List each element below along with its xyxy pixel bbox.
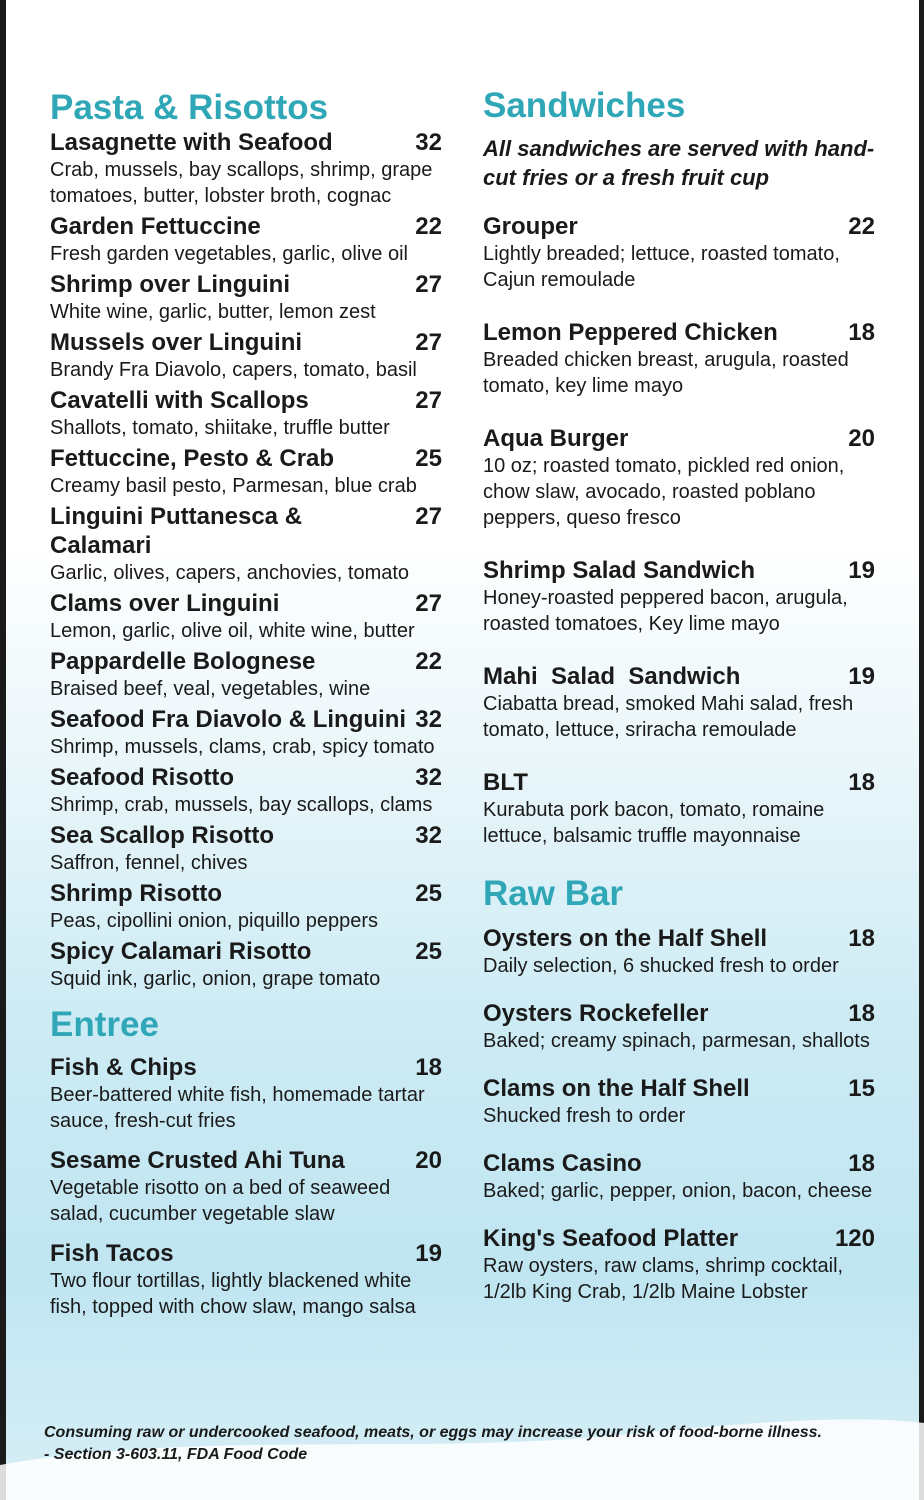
item-price: 19 [415, 1240, 442, 1267]
item-name: Mussels over Linguini [50, 329, 303, 356]
item-description: Ciabatta bread, smoked Mahi salad, fresh tomato, lettuce, sriracha remoulade [483, 693, 854, 741]
menu-item [50, 763, 442, 818]
menu-item [50, 1146, 442, 1227]
disclaimer-line: Consuming raw or undercooked seafood, meats, or eggs may increase your risk of food-borne illness. [44, 1424, 822, 1441]
item-name: Clams Casino [483, 1150, 642, 1177]
item-description: Saffron, fennel, chives [50, 852, 248, 874]
raw-bar-list [483, 924, 875, 1305]
item-name: Aqua Burger [483, 425, 629, 452]
item-name: Cavatelli with Scallops [50, 387, 309, 414]
item-name: Shrimp over Linguini [50, 271, 291, 298]
item-description: Peas, cipollini onion, piquillo peppers [50, 910, 378, 932]
menu-item [483, 424, 875, 531]
menu-item [483, 1149, 875, 1204]
left-border [0, 0, 6, 1500]
item-description: Creamy basil pesto, Parmesan, blue crab [50, 475, 417, 497]
item-name: Seafood Fra Diavolo & Linguini [50, 706, 407, 733]
food-safety-disclaimer [44, 1422, 894, 1466]
menu-item [483, 1074, 875, 1129]
item-name: Fish & Chips [50, 1054, 197, 1081]
menu-item [50, 1053, 442, 1134]
menu-item [50, 647, 442, 702]
menu-item [50, 212, 442, 267]
item-description: Two flour tortillas, lightly blackened white fish, topped with chow slaw, mango salsa [50, 1270, 416, 1318]
item-name: Oysters on the Half Shell [483, 925, 768, 952]
item-name: Lasagnette with Seafood [50, 129, 333, 156]
item-price: 18 [848, 319, 875, 346]
item-price: 18 [848, 1000, 875, 1027]
sandwiches-section-title: Sandwiches [483, 86, 686, 125]
item-price: 120 [834, 1225, 875, 1252]
item-description: Braised beef, veal, vegetables, wine [50, 678, 371, 700]
item-description: White wine, garlic, butter, lemon zest [50, 301, 376, 323]
item-name: Linguini Puttanesca & Calamari [50, 503, 303, 559]
item-price: 25 [415, 880, 442, 907]
menu-item [50, 705, 442, 760]
item-price: 19 [848, 663, 875, 690]
item-price: 22 [415, 213, 442, 240]
menu-item [483, 556, 875, 637]
menu-item [50, 502, 442, 586]
item-name: Garden Fettuccine [50, 213, 261, 240]
pasta-list [50, 128, 442, 992]
item-name: Seafood Risotto [50, 764, 234, 791]
item-price: 27 [415, 590, 442, 617]
item-price: 27 [415, 271, 442, 298]
item-description: Crab, mussels, bay scallops, shrimp, grape tomatoes, butter, lobster broth, cognac [50, 159, 433, 207]
item-description: Baked; creamy spinach, parmesan, shallots [483, 1030, 870, 1052]
item-price: 27 [415, 329, 442, 356]
item-name: Fettuccine, Pesto & Crab [50, 445, 335, 472]
item-price: 18 [848, 925, 875, 952]
item-description: 10 oz; roasted tomato, pickled red onion, chow slaw, avocado, roasted poblano peppers, queso fresco [483, 455, 845, 529]
menu-item [483, 999, 875, 1054]
item-name: Clams on the Half Shell [483, 1075, 750, 1102]
item-name: Fish Tacos [50, 1240, 174, 1267]
item-description: Brandy Fra Diavolo, capers, tomato, basil [50, 359, 417, 381]
item-name: Grouper [483, 213, 578, 240]
disclaimer-source: - Section 3-603.11, FDA Food Code [44, 1446, 308, 1463]
pasta-section-title: Pasta & Risottos [50, 88, 329, 127]
item-price: 27 [415, 387, 442, 414]
menu-item [483, 212, 875, 293]
sandwiches-note: All sandwiches are served with hand-cut fries or a fresh fruit cup [483, 136, 875, 190]
item-description: Honey-roasted peppered bacon, arugula, roasted tomatoes, Key lime mayo [483, 587, 848, 635]
menu-item [50, 386, 442, 441]
item-price: 19 [848, 557, 875, 584]
item-price: 20 [415, 1147, 442, 1174]
entree-list [50, 1053, 442, 1320]
item-description: Fresh garden vegetables, garlic, olive oil [50, 243, 408, 265]
entree-section-title: Entree [50, 1005, 159, 1044]
item-name: Oysters Rockefeller [483, 1000, 709, 1027]
item-name: Clams over Linguini [50, 590, 280, 617]
menu-item [50, 270, 442, 325]
menu-item [50, 937, 442, 992]
menu-item [50, 879, 442, 934]
menu-item [50, 444, 442, 499]
item-price: 32 [415, 706, 442, 733]
item-description: Breaded chicken breast, arugula, roasted tomato, key lime mayo [483, 349, 849, 397]
item-description: Raw oysters, raw clams, shrimp cocktail, 1/2lb King Crab, 1/2lb Maine Lobster [483, 1255, 844, 1303]
item-price: 15 [848, 1075, 875, 1102]
item-description: Lightly breaded; lettuce, roasted tomato, Cajun remoulade [483, 243, 840, 291]
item-description: Garlic, olives, capers, anchovies, tomato [50, 562, 410, 584]
item-description: Lemon, garlic, olive oil, white wine, butter [50, 620, 415, 642]
item-name: Spicy Calamari Risotto [50, 938, 312, 965]
item-price: 32 [415, 129, 442, 156]
menu-item [483, 662, 875, 743]
item-price: 27 [415, 503, 442, 530]
item-name: Mahi Salad Sandwich [483, 663, 741, 690]
item-name: King's Seafood Platter [483, 1225, 739, 1252]
item-description: Daily selection, 6 shucked fresh to order [483, 955, 839, 977]
right-column [483, 86, 875, 1325]
item-description: Vegetable risotto on a bed of seaweed salad, cucumber vegetable slaw [50, 1177, 391, 1225]
item-description: Shrimp, crab, mussels, bay scallops, clams [50, 794, 433, 816]
item-name: Sesame Crusted Ahi Tuna [50, 1147, 345, 1174]
item-description: Kurabuta pork bacon, tomato, romaine lettuce, balsamic truffle mayonnaise [483, 799, 825, 847]
item-description: Shucked fresh to order [483, 1105, 686, 1127]
right-border [919, 0, 924, 1500]
item-description: Shrimp, mussels, clams, crab, spicy tomato [50, 736, 435, 758]
item-price: 25 [415, 938, 442, 965]
left-column [50, 88, 442, 1332]
menu-item [50, 589, 442, 644]
item-price: 18 [415, 1054, 442, 1081]
item-description: Baked; garlic, pepper, onion, bacon, cheese [483, 1180, 873, 1202]
item-price: 22 [848, 213, 875, 240]
raw-bar-section-title: Raw Bar [483, 874, 624, 913]
item-name: Shrimp Risotto [50, 880, 222, 907]
menu-item [483, 1224, 875, 1305]
menu-item [483, 318, 875, 399]
menu-item [483, 768, 875, 849]
item-price: 20 [848, 425, 875, 452]
item-price: 18 [848, 1150, 875, 1177]
item-price: 32 [415, 822, 442, 849]
item-price: 32 [415, 764, 442, 791]
menu-item [50, 128, 442, 209]
item-description: Beer-battered white fish, homemade tartar sauce, fresh-cut fries [50, 1084, 425, 1132]
menu-item [50, 328, 442, 383]
item-name: BLT [483, 769, 528, 796]
item-name: Sea Scallop Risotto [50, 822, 275, 849]
sandwiches-list [483, 212, 875, 849]
menu-item [483, 924, 875, 979]
item-name: Pappardelle Bolognese [50, 648, 316, 675]
item-name: Shrimp Salad Sandwich [483, 557, 756, 584]
item-name: Lemon Peppered Chicken [483, 319, 778, 346]
item-description: Shallots, tomato, shiitake, truffle butter [50, 417, 390, 439]
item-price: 18 [848, 769, 875, 796]
item-price: 25 [415, 445, 442, 472]
menu-item [50, 1239, 442, 1320]
menu-item [50, 821, 442, 876]
item-price: 22 [415, 648, 442, 675]
item-description: Squid ink, garlic, onion, grape tomato [50, 968, 381, 990]
